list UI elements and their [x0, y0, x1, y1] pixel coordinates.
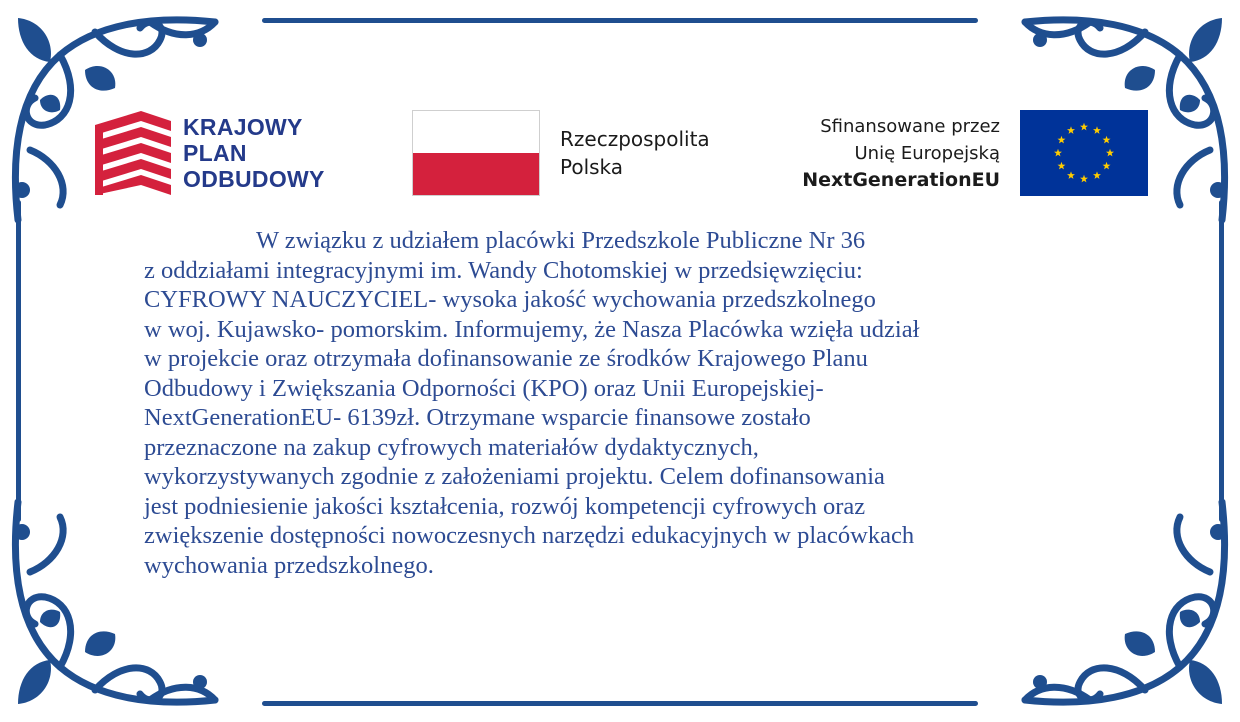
text-line: w projekcie oraz otrzymała dofinansowanie ze środków Krajowego Planu	[144, 345, 868, 372]
frame-bottom-rule	[262, 701, 978, 706]
kpo-wordmark	[183, 114, 325, 192]
text-line: wychowania przedszkolnego.	[144, 551, 434, 579]
rp-line-1: Rzeczpospolita	[560, 127, 710, 151]
kpo-logo	[95, 111, 325, 195]
text-line: jest podniesienie jakości kształcenia, rozwój kompetencji cyfrowych oraz	[144, 492, 866, 520]
text-line: Odbudowy i Zwiększania Odporności (KPO) oraz Unii Europejskiej-	[144, 374, 824, 402]
text-line: W związku z udziałem placówki Przedszkole Publiczne Nr 36	[256, 227, 866, 254]
text-line: CYFROWY NAUCZYCIEL- wysoka jakość wychowania przedszkolnego	[144, 286, 876, 313]
kpo-line-1: KRAJOWY	[183, 114, 303, 140]
eu-flag-icon	[1020, 110, 1148, 196]
text-line: z oddziałami integracyjnymi im. Wandy Chotomskiej w przedsięwzięciu:	[144, 256, 863, 284]
poland-flag-icon	[412, 110, 540, 196]
text-line: NextGenerationEU- 6139zł. Otrzymane wsparcie finansowe zostało	[144, 404, 811, 431]
rp-line-2: Polska	[560, 155, 624, 179]
eu-line-3: NextGenerationEU	[802, 168, 1000, 191]
eu-funding-logo	[802, 110, 1148, 196]
rzeczpospolita-logo	[412, 110, 710, 196]
kpo-line-3: ODBUDOWY	[183, 166, 325, 192]
eu-line-2: Unię Europejską	[854, 142, 1000, 164]
eu-line-1: Sfinansowane przez	[820, 115, 1000, 137]
kpo-stripes-icon	[95, 111, 171, 195]
eu-wordmark	[802, 113, 1000, 194]
text-line: przeznaczone na zakup cyfrowych materiałów dydaktycznych,	[144, 433, 759, 461]
rp-wordmark	[560, 125, 710, 181]
frame-right-rule	[1219, 200, 1224, 522]
text-line: zwiększenie dostępności nowoczesnych narzędzi edukacyjnych w placówkach	[144, 522, 915, 549]
kpo-line-2: PLAN	[183, 140, 247, 166]
announcement-text	[144, 226, 1134, 580]
text-line: w woj. Kujawsko- pomorskim. Informujemy, że Nasza Placówka wzięła udział	[144, 315, 920, 343]
frame-top-rule	[262, 18, 978, 23]
funding-logos-bar	[0, 108, 1240, 200]
text-line: wykorzystywanych zgodnie z założeniami projektu. Celem dofinansowania	[144, 463, 885, 490]
frame-left-rule	[16, 200, 21, 522]
